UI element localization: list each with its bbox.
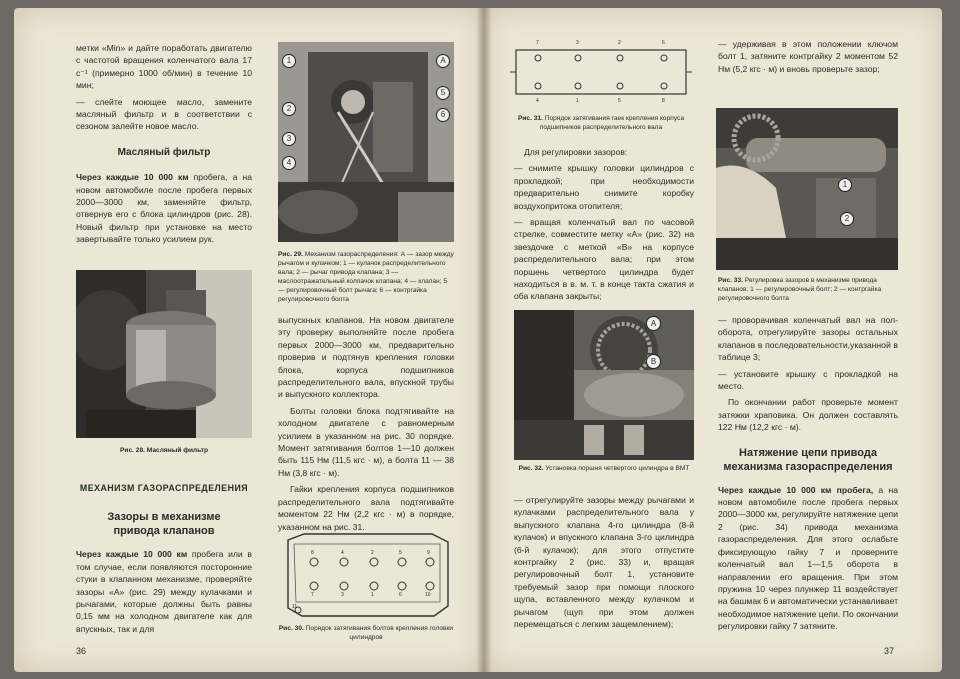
nut-label: 6 — [662, 40, 665, 46]
callout-4: 4 — [282, 156, 296, 170]
valve-text: пробега или в том случае, если появляются посторонние стуки в клапанном механизме, проверяйте зазоры «А» (рис. 29) между кулачками и рычагами, которые должны быть равны 0,15 мм на холодном двигателе как для впускных, так и для — [76, 549, 252, 634]
paragraph: — слейте моющее масло, замените масляный фильтр и в соответствии с сезоном залейте новое масло. — [76, 96, 252, 132]
bolt-label: 8 — [311, 550, 314, 556]
paragraph: — удерживая в этом положении ключом болт 1, затяните контргайку 2 моментом 52 Нм (5,2 кгс · м) и вновь проверьте зазор; — [718, 39, 898, 74]
paragraph — [76, 171, 252, 245]
nut-label: 4 — [536, 98, 539, 104]
fig32-label: Рис. 32. — [518, 465, 544, 472]
fig29-label: Рис. 29. — [278, 251, 303, 258]
bolt-label: 7 — [311, 592, 314, 598]
bolt-label: 2 — [371, 550, 374, 556]
paragraph: метки «Min» и дайте поработать двигателю с частотой вращения коленчатого вала 17 с⁻¹ (примерно 1000 об/мин) в течение 10 мин; — [76, 43, 252, 91]
bolt-label: 1 — [371, 592, 374, 598]
fig31-caption-text: Порядок затягивания гаек крепления корпуса подшипников распределительного вала — [539, 115, 685, 131]
left-page-column-1 — [76, 42, 252, 250]
page-number-left: 36 — [76, 646, 87, 656]
callout-2: 2 — [840, 212, 854, 226]
paragraph: выпускных клапанов. На новом двигателе эту проверку выполняйте после пробега первых 2000—3000 км, предварительно проверив и подтянув крепления головки блока, корпуса подшипников распределительного вала, впускной трубы и выпускного коллектора. — [278, 315, 454, 400]
valve-mechanism-photo — [278, 42, 454, 242]
callout-a: А — [436, 54, 450, 68]
fig33-caption-text: Регулировка зазоров в механизме привода клапанов: 1 — регулировочный болт; 2 — контргайка регулировочного болта — [718, 277, 882, 302]
paragraph: Гайки крепления корпуса подшипников распределительного вала подтягивайте моментом 22 Нм (2,2 кгс · м) в порядке, указанном на рис. 31. — [278, 484, 454, 532]
bolt-label: 6 — [399, 592, 402, 598]
book-gutter — [476, 8, 492, 672]
paragraph: — проворачивая коленчатый вал на пол-оборота, отрегулируйте зазоры остальных клапанов в последовательности,указанной в таблице 3; — [718, 315, 898, 363]
fig30-caption-text: Порядок затягивания болтов крепления головки цилиндров — [303, 625, 454, 641]
paragraph: — отрегулируйте зазоры между рычагами и кулачками распределительного вала у выпускного клапана 4-го цилиндра (8-й кулачок) и впускного клапана 3-го цилиндра (6-й кулачок); для этого отпустите контргайку 2 (рис. 33) и, вращая регулировочный болт 1, установите требуемый зазор при помощи плоского щупа, вставленного между кулачком и рычагом (щуп при этом должен перемещаться с легким защемлением); — [514, 495, 694, 630]
paragraph: — вращая коленчатый вал по часовой стрелке, совместите метку «А» (рис. 32) на звездочке с меткой «В» на корпусе распределительного вала; при этом поршень четвертого цилиндра будет находиться в в. м. т. в конце такта сжатия и оба клапана закрыты; — [514, 217, 694, 302]
sub-heading-line-1: Зазоры в механизме — [107, 511, 221, 524]
nut-label: 5 — [618, 98, 621, 104]
paragraph — [718, 484, 898, 633]
section-heading: МЕХАНИЗМ ГАЗОРАСПРЕДЕЛЕНИЯ — [79, 483, 249, 493]
callout-b: В — [646, 354, 661, 369]
paragraph: Болты головки блока подтягивайте на холодном двигателе с равномерным усилием в указанном на рис. 30 порядке. Момент затягивания болтов 1—10 должен быть 115 Нм (11,5 кгс · м), а болта 11 — 38 Нм (3,8 кгс · м). — [278, 405, 454, 478]
fig31-caption — [508, 114, 694, 132]
bolt-label: 9 — [427, 550, 430, 556]
bolt-label: 11 — [292, 604, 298, 610]
oil-filter-heading: Масляный фильтр — [117, 146, 211, 158]
fig32-caption-text: Установка поршня четвертого цилиндра в ВМТ — [543, 465, 690, 472]
valve-adjustment-photo — [716, 108, 898, 270]
piston-tdc-photo — [514, 310, 694, 460]
fig29-caption — [278, 250, 454, 304]
fig28-caption: Рис. 28. Масляный фильтр — [120, 447, 208, 454]
bolt-label: 5 — [399, 550, 402, 556]
paragraph — [76, 548, 252, 635]
head-bolt-diagram — [284, 530, 452, 622]
callout-6: 6 — [436, 108, 450, 122]
chain-lead: Через каждые 10 000 км пробега, — [718, 484, 874, 495]
left-page-column-2 — [278, 314, 454, 537]
fig32-caption — [514, 464, 694, 473]
callout-1: 1 — [838, 178, 852, 192]
right-page-column-1-lower — [514, 494, 694, 634]
bolt-label: 4 — [341, 550, 344, 556]
paragraph: По окончании работ проверьте момент затяжки храповика. Он должен составлять 122 Нм (12,2 кгс · м). — [718, 397, 898, 433]
nut-label: 2 — [618, 40, 621, 46]
camshaft-nut-diagram — [508, 38, 694, 108]
chain-heading-line-2: механизма газораспределения — [723, 460, 893, 473]
paragraph: Для регулировки зазоров: — [524, 147, 628, 157]
nut-label: 3 — [576, 40, 579, 46]
left-page — [14, 8, 484, 672]
nut-label: 7 — [536, 40, 539, 46]
right-page-column-2 — [718, 38, 898, 79]
oil-filter-photo — [76, 270, 252, 438]
left-page-column-1-lower — [76, 482, 252, 639]
bolt-label: 3 — [341, 592, 344, 598]
fig31-label: Рис. 31. — [517, 115, 543, 122]
chain-text: а на новом автомобиле после пробега первых 2000—3000 км, регулируйте натяжение цепи 2 (рис. 34) привода механизма газораспределения. Для этого ослабьте фиксирующую гайку 7 и проверните коленчатый вал 1—1,5 оборота в направлении его вращения. При этом пружина 10 через плунжер 11 воздействует на башмак 6 и автоматически устанавливает необходимое натяжение цепи. По окончании регулировки гайку 7 затяните. — [718, 484, 898, 632]
fig30-label: Рис. 30. — [278, 625, 304, 632]
right-page — [484, 8, 942, 672]
callout-1: 1 — [282, 54, 296, 68]
right-page-column-2-lower — [718, 314, 898, 637]
page-number-right: 37 — [884, 646, 895, 656]
nut-label: 1 — [576, 98, 579, 104]
fig33-label: Рис. 33. — [718, 277, 743, 284]
fig29-caption-text: Механизм газораспределения: А — зазор между рычагом и кулачком; 1 — кулачок распределительного вала; 2 — рычаг привода клапана; 3 — маслоотражательный колпачок клапана; 4 — клапан; 5 — регулировочный болт рычага; 6 — контргайка регулировочного болта — [278, 251, 454, 303]
fig30-caption — [278, 624, 454, 642]
bolt-label: 10 — [425, 592, 431, 598]
valve-lead: Через каждые 10 000 км — [76, 549, 188, 560]
fig33-caption — [718, 276, 898, 303]
callout-5: 5 — [436, 86, 450, 100]
paragraph: — установите крышку с прокладкой на место. — [718, 368, 898, 392]
paragraph: — снимите крышку головки цилиндров с прокладкой; при необходимости предварительно снимите коробку воздухопритока отопителя; — [514, 163, 694, 211]
oil-filter-text: пробега, а на новом автомобиле после пробега первых 2000—3000 км, заменяйте фильтр, отвернув его с блока цилиндров (рис. 28). Новый фильтр при установке на место завертывайте только усилием рук. — [76, 172, 252, 245]
callout-a: А — [646, 316, 661, 331]
callout-3: 3 — [282, 132, 296, 146]
nut-label: 8 — [662, 98, 665, 104]
callout-2: 2 — [282, 102, 296, 116]
sub-heading-line-2: привода клапанов — [113, 525, 215, 538]
right-page-column-1 — [514, 146, 694, 307]
oil-filter-lead: Через каждые 10 000 км — [76, 172, 189, 183]
chain-heading-line-1: Натяжение цепи привода — [739, 446, 877, 459]
